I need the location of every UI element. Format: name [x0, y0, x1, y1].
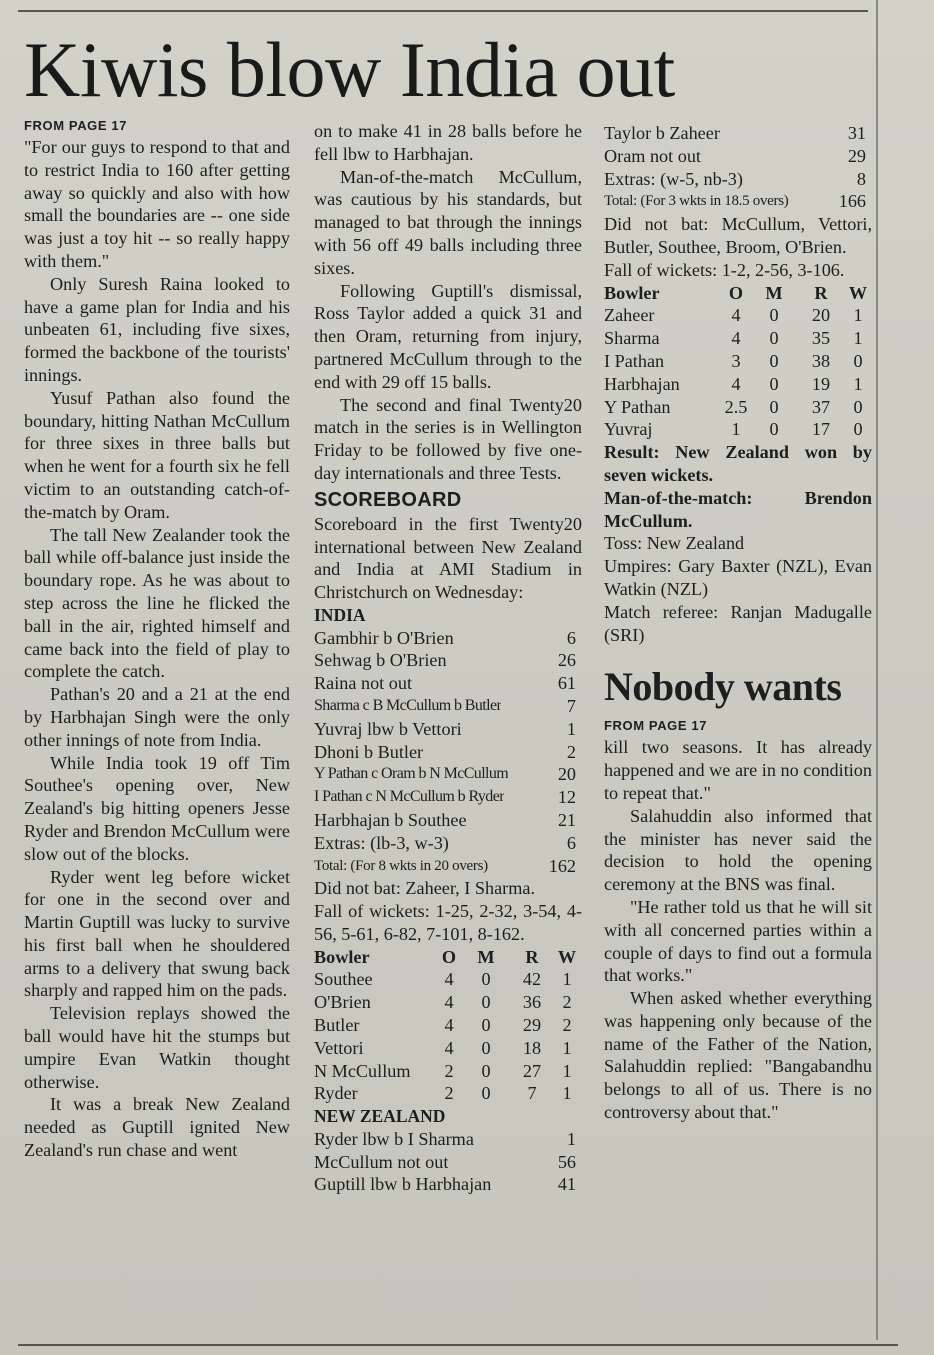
- bowler: N McCullum: [314, 1060, 411, 1081]
- batsman: Yuvraj lbw b Vettori: [314, 718, 462, 739]
- bowling-row: [314, 968, 582, 991]
- toss: Toss: New Zealand: [604, 533, 745, 554]
- runs: 31: [847, 123, 866, 143]
- maidens: 0: [769, 396, 779, 417]
- overs: 2.5: [724, 396, 748, 417]
- runs: 26: [557, 650, 576, 671]
- extras-label: Extras: (lb-3, w-3): [314, 832, 449, 853]
- runs: 35: [811, 328, 831, 349]
- paragraph: Yusuf Pathan also found the boundary, hitting Nathan McCullum for three sixes in three balls but when he went for a fourth six he fell victim to an outstanding catch-of-the-match by Oram.: [24, 387, 290, 522]
- paragraph: Ryder went leg before wicket for one in the second over and Martin Guptill was lucky to survive his first ball when he shouldered arms to a delivery that swung back sharply and rapped him on the pads.: [24, 866, 290, 1001]
- maidens: 0: [769, 373, 779, 394]
- man-of-the-match: Man-of-the-match: Brendon McCullum.: [604, 487, 872, 531]
- wickets: 1: [853, 373, 863, 394]
- bowler: Y Pathan: [604, 396, 671, 417]
- runs: 61: [557, 673, 576, 694]
- secondary-headline: Nobody wants: [604, 664, 842, 710]
- runs: 29: [847, 145, 866, 166]
- batsman: Ryder lbw b I Sharma: [314, 1128, 474, 1149]
- paragraph: Pathan's 20 and a 21 at the end by Harbhajan Singh were the only other innings of note from India.: [24, 684, 290, 750]
- paragraph: It was a break New Zealand needed as Guptill ignited New Zealand's run chase and went: [24, 1094, 290, 1161]
- wickets: 2: [562, 992, 572, 1013]
- runs: 1: [566, 718, 576, 739]
- col-header: M: [477, 946, 495, 967]
- batsman: Sehwag b O'Brien: [314, 650, 447, 671]
- column-rule: [876, 0, 878, 1340]
- batting-row: [314, 809, 582, 832]
- bowling-row: [314, 991, 582, 1014]
- runs: 36: [522, 992, 542, 1013]
- batting-row: [314, 786, 582, 809]
- col-header: M: [765, 282, 783, 303]
- total-value: 166: [838, 191, 866, 212]
- col-header: Bowler: [604, 282, 660, 303]
- runs: 20: [811, 305, 831, 326]
- col-header: O: [441, 946, 457, 967]
- kicker: FROM PAGE 17: [24, 118, 128, 133]
- fall-of-wickets: Fall of wickets: 1-25, 2-32, 3-54, 4-56, 5-61, 6-82, 7-101, 8-162.: [314, 901, 582, 944]
- total-value: 162: [548, 855, 576, 876]
- total-row: [604, 190, 872, 213]
- paragraph: The second and final Twenty20 match in the series is in Wellington Friday to be followed by five one-day internationals and three Tests.: [314, 394, 582, 483]
- runs: 42: [522, 969, 542, 990]
- bowling-header: [314, 946, 582, 969]
- overs: 4: [731, 328, 741, 349]
- batting-row: [314, 1173, 582, 1196]
- batting-row: [604, 145, 872, 168]
- wickets: 2: [562, 1015, 572, 1036]
- overs: 3: [731, 350, 741, 371]
- match-result: Result: New Zealand won by seven wickets.: [604, 442, 872, 485]
- wickets: 1: [562, 1037, 572, 1058]
- batting-row: [314, 741, 582, 764]
- overs: 4: [444, 1015, 454, 1036]
- paragraph: Salahuddin also informed that the minister has never said the decision to hold the opening ceremony at the BNS was final.: [604, 805, 872, 895]
- main-headline: Kiwis blow India out: [24, 26, 675, 113]
- batsman: Harbhajan b Southee: [314, 809, 467, 830]
- total-label: Total: (For 8 wkts in 20 overs): [314, 857, 488, 874]
- paragraph: "He rather told us that he will sit with all concerned parties within a couple of days to find out a formula that works.": [604, 896, 872, 986]
- total-label: Total: (For 3 wkts in 18.5 overs): [604, 193, 789, 210]
- overs: 4: [444, 1037, 454, 1058]
- wickets: 1: [853, 328, 863, 349]
- bowling-row: [604, 327, 872, 350]
- did-not-bat: Did not bat: McCullum, Vettori, Butler, Southee, Broom, O'Brien.: [604, 214, 872, 257]
- bowler: Harbhajan: [604, 373, 680, 394]
- batting-row: [314, 763, 582, 786]
- fall-of-wickets: Fall of wickets: 1-2, 2-56, 3-106.: [604, 259, 845, 280]
- runs: 19: [811, 373, 831, 394]
- extras-row: [314, 832, 582, 855]
- wickets: 0: [853, 419, 863, 440]
- overs: 4: [444, 969, 454, 990]
- team-label-new-zealand: NEW ZEALAND: [314, 1106, 446, 1127]
- bowler: Vettori: [314, 1037, 364, 1058]
- batting-row: [314, 649, 582, 672]
- runs: 8: [856, 168, 866, 189]
- overs: 2: [444, 1083, 454, 1104]
- bowler: O'Brien: [314, 992, 371, 1013]
- bowling-header: [604, 282, 872, 305]
- team-label-india: INDIA: [314, 604, 366, 625]
- bowling-row: [314, 1060, 582, 1083]
- runs: 2: [566, 741, 576, 762]
- batsman: Taylor b Zaheer: [604, 123, 720, 143]
- batsman: Y Pathan c Oram b N McCullum: [314, 765, 509, 783]
- wickets: 1: [853, 305, 863, 326]
- maidens: 0: [481, 969, 491, 990]
- maidens: 0: [769, 328, 779, 349]
- article-column-1: [24, 118, 290, 1162]
- paragraph: The tall New Zealander took the ball while off-balance just inside the boundary rope. As he was about to step across the line he flicked the ball in the air, righted himself and came back into the field of play to complete the catch.: [24, 524, 290, 682]
- article-column-3: [604, 122, 872, 1124]
- runs: 29: [522, 1015, 542, 1036]
- maidens: 0: [481, 992, 491, 1013]
- maidens: 0: [481, 1083, 491, 1104]
- paragraph: on to make 41 in 28 balls before he fell lbw to Harbhajan.: [314, 121, 582, 164]
- maidens: 0: [481, 1037, 491, 1058]
- maidens: 0: [769, 419, 779, 440]
- batting-row: [314, 1151, 582, 1174]
- runs: 38: [811, 350, 831, 371]
- batting-row: [314, 672, 582, 695]
- maidens: 0: [769, 350, 779, 371]
- batsman: Dhoni b Butler: [314, 741, 424, 762]
- runs: 37: [811, 396, 831, 417]
- wickets: 0: [853, 396, 863, 417]
- runs: 21: [557, 809, 576, 830]
- col-header: W: [557, 946, 577, 967]
- wickets: 1: [562, 969, 572, 990]
- paragraph: Television replays showed the ball would have hit the stumps but umpire Evan Watkin thought otherwise.: [24, 1003, 290, 1092]
- col-header: O: [728, 282, 744, 303]
- runs: 6: [566, 832, 576, 853]
- col-header: R: [525, 946, 539, 967]
- paragraph: While India took 19 off Tim Southee's opening over, New Zealand's big hitting openers Jesse Ryder and Brendon McCullum were slow out of the blocks.: [24, 752, 290, 864]
- paragraph: Only Suresh Raina looked to have a game plan for India and his unbeaten 61, including five sixes, formed the backbone of the tourists' innings.: [24, 273, 290, 385]
- scoreboard-heading: SCOREBOARD: [314, 488, 462, 511]
- runs: 12: [557, 787, 576, 808]
- runs: 27: [522, 1060, 542, 1081]
- paragraph: "For our guys to respond to that and to restrict India to 160 after getting away so quickly and also with how small the boundaries are -- one side was just a toy hit -- so really happy with them.": [24, 137, 290, 271]
- runs: 56: [557, 1151, 576, 1172]
- scoreboard-intro: Scoreboard in the first Twenty20 international between New Zealand and India at AMI Stadium in Christchurch on Wednesday:: [314, 513, 582, 603]
- batting-row: [314, 718, 582, 741]
- umpires: Umpires: Gary Baxter (NZL), Evan Watkin (NZL): [604, 556, 872, 599]
- batting-row: [604, 122, 872, 145]
- runs: 7: [566, 695, 576, 716]
- runs: 41: [557, 1174, 576, 1195]
- batsman: Sharma c B McCullum b Butler: [314, 696, 502, 714]
- wickets: 1: [562, 1060, 572, 1081]
- extras-label: Extras: (w-5, nb-3): [604, 168, 743, 189]
- batsman: Raina not out: [314, 673, 412, 694]
- bowler: I Pathan: [604, 350, 665, 371]
- col-header: R: [814, 282, 828, 303]
- col-header: Bowler: [314, 946, 370, 967]
- bowler: Ryder: [314, 1083, 358, 1104]
- paragraph: Man-of-the-match McCullum, was cautious by his standards, but managed to bat through the innings with 56 off 49 balls including three sixes.: [314, 166, 582, 278]
- runs: 6: [566, 627, 576, 648]
- bowling-row: [604, 350, 872, 373]
- top-rule: [18, 10, 868, 12]
- bowling-row: [604, 418, 872, 441]
- batting-row: [314, 1128, 582, 1151]
- total-row: [314, 855, 582, 878]
- batsman: Oram not out: [604, 145, 701, 166]
- kicker: FROM PAGE 17: [604, 718, 708, 734]
- bowler: Southee: [314, 969, 373, 990]
- article-column-2: [314, 120, 582, 1196]
- overs: 1: [731, 419, 741, 440]
- bowler: Sharma: [604, 328, 660, 349]
- runs: 1: [566, 1128, 576, 1149]
- batsman: Gambhir b O'Brien: [314, 627, 454, 648]
- paragraph: When asked whether everything was happening only because of the name of the Father of the Nation, Salahuddin replied: "Bangabandhu belongs to all of us. There is no controversy about that.": [604, 988, 872, 1123]
- runs: 20: [557, 764, 576, 785]
- batsman: I Pathan c N McCullum b Ryder: [314, 788, 504, 806]
- overs: 4: [731, 373, 741, 394]
- batting-row: [314, 695, 582, 718]
- bowler: Butler: [314, 1015, 360, 1036]
- maidens: 0: [769, 305, 779, 326]
- batting-row: [314, 627, 582, 650]
- maidens: 0: [481, 1015, 491, 1036]
- bowler: Zaheer: [604, 305, 655, 326]
- paragraph: kill two seasons. It has already happened and we are in no condition to repeat that.": [604, 737, 872, 803]
- overs: 4: [731, 305, 741, 326]
- bowling-row: [314, 1082, 582, 1105]
- batsman: McCullum not out: [314, 1151, 449, 1172]
- batsman: Guptill lbw b Harbhajan: [314, 1174, 492, 1195]
- runs: 7: [527, 1083, 537, 1104]
- runs: 17: [811, 419, 831, 440]
- bowler: Yuvraj: [604, 419, 653, 440]
- overs: 2: [444, 1060, 454, 1081]
- wickets: 0: [853, 350, 863, 371]
- paragraph: Following Guptill's dismissal, Ross Taylor added a quick 31 and then Oram, returning from injury, partnered McCullum through to the end with 29 off 15 balls.: [314, 280, 582, 392]
- bottom-rule: [18, 1344, 898, 1346]
- bowling-row: [314, 1014, 582, 1037]
- wickets: 1: [562, 1083, 572, 1104]
- did-not-bat: Did not bat: Zaheer, I Sharma.: [314, 878, 535, 899]
- maidens: 0: [481, 1060, 491, 1081]
- bowling-row: [604, 304, 872, 327]
- runs: 18: [522, 1037, 542, 1058]
- bowling-row: [314, 1037, 582, 1060]
- col-header: W: [848, 282, 868, 303]
- bowling-row: [604, 396, 872, 419]
- extras-row: [604, 168, 872, 191]
- match-referee: Match referee: Ranjan Madugalle (SRI): [604, 601, 872, 645]
- bowling-row: [604, 373, 872, 396]
- overs: 4: [444, 992, 454, 1013]
